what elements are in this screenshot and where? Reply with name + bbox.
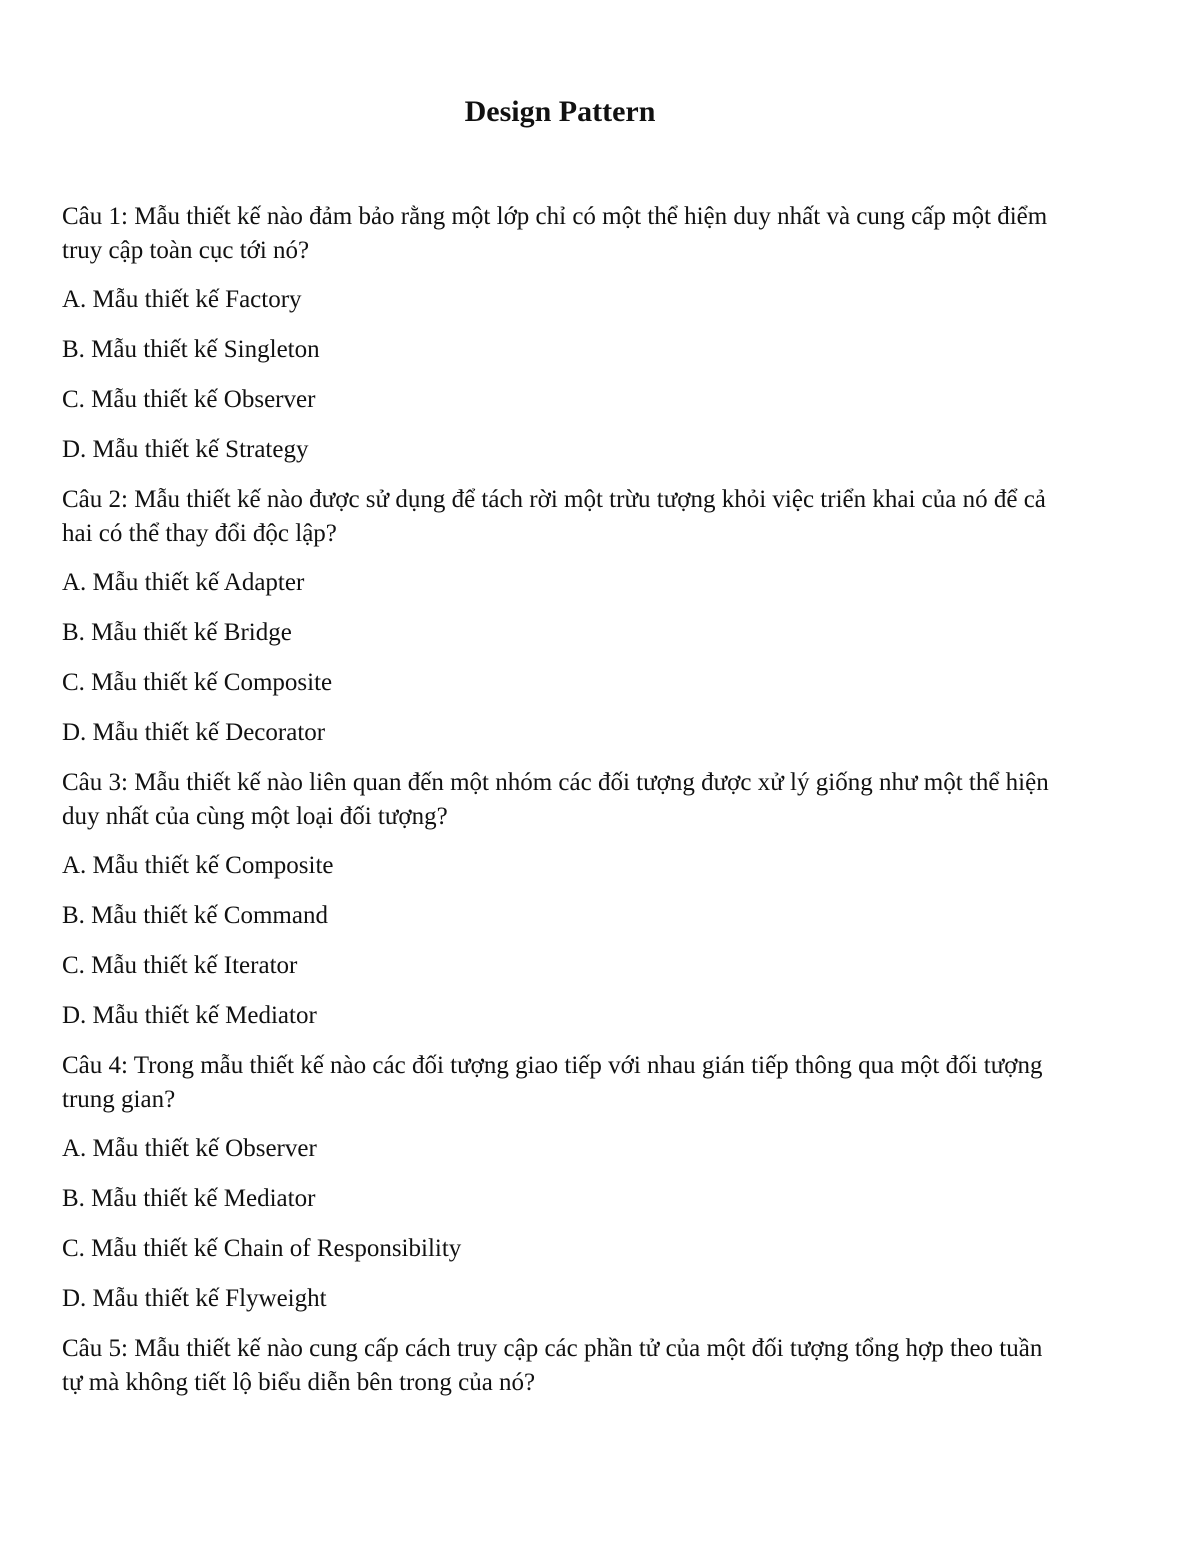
question-text: Câu 2: Mẫu thiết kế nào được sử dụng để tách rời một trừu tượng khỏi việc triển khai của nó để cả hai có thể thay đổi độc lập?: [62, 486, 1046, 547]
answer-option-c: C. Mẫu thiết kế Composite: [62, 669, 333, 696]
question-2: [62, 483, 1062, 750]
question-5: [62, 1332, 1062, 1400]
question-text: Câu 1: Mẫu thiết kế nào đảm bảo rằng một lớp chỉ có một thể hiện duy nhất và cung cấp một điểm truy cập toàn cục tới nó?: [62, 203, 1048, 264]
answer-option-a: A. Mẫu thiết kế Observer: [62, 1135, 317, 1162]
answer-option-c: C. Mẫu thiết kế Observer: [62, 386, 316, 413]
question-3: [62, 766, 1062, 1033]
answer-option-d: D. Mẫu thiết kế Flyweight: [62, 1285, 327, 1312]
answer-option-d: D. Mẫu thiết kế Strategy: [62, 436, 309, 463]
answer-option-b: B. Mẫu thiết kế Mediator: [62, 1185, 316, 1212]
question-1: [62, 200, 1062, 467]
question-text: Câu 3: Mẫu thiết kế nào liên quan đến một nhóm các đối tượng được xử lý giống như một thể hiện duy nhất của cùng một loại đối tượng?: [62, 769, 1049, 830]
answer-option-d: D. Mẫu thiết kế Mediator: [62, 1002, 317, 1029]
answer-option-a: A. Mẫu thiết kế Composite: [62, 852, 334, 879]
question-text: Câu 4: Trong mẫu thiết kế nào các đối tượng giao tiếp với nhau gián tiếp thông qua một đối tượng trung gian?: [62, 1052, 1043, 1113]
answer-option-c: C. Mẫu thiết kế Chain of Responsibility: [62, 1235, 462, 1262]
answer-option-a: A. Mẫu thiết kế Adapter: [62, 569, 305, 596]
question-4: [62, 1049, 1062, 1316]
question-list: [62, 200, 1062, 1415]
answer-option-d: D. Mẫu thiết kế Decorator: [62, 719, 326, 746]
answer-option-b: B. Mẫu thiết kế Singleton: [62, 336, 320, 363]
answer-option-b: B. Mẫu thiết kế Command: [62, 902, 328, 929]
answer-option-b: B. Mẫu thiết kế Bridge: [62, 619, 292, 646]
answer-option-a: A. Mẫu thiết kế Factory: [62, 286, 302, 313]
answer-option-c: C. Mẫu thiết kế Iterator: [62, 952, 298, 979]
question-text: Câu 5: Mẫu thiết kế nào cung cấp cách truy cập các phần tử của một đối tượng tổng hợp theo tuần tự mà không tiết lộ biểu diễn bên trong của nó?: [62, 1335, 1043, 1396]
page-title: Design Pattern: [464, 95, 656, 128]
